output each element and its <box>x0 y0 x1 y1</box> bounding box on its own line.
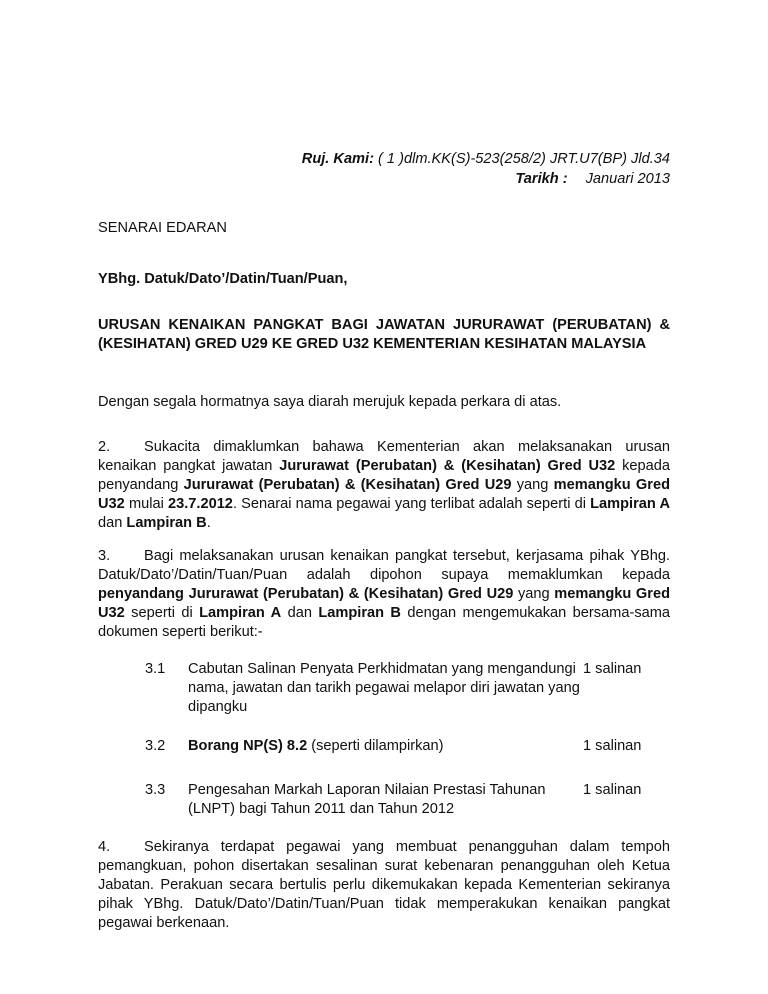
para3-bold: memangku Gred U32 <box>98 586 670 621</box>
para2-text: dan <box>98 515 127 531</box>
para2-text: mulai <box>124 496 168 512</box>
distribution-heading <box>98 219 670 238</box>
para3-text: dengan mengemukakan bersama-sama dokumen seperti berikut:- <box>98 605 671 640</box>
paragraph-number: 4. <box>98 839 111 855</box>
para3-bold: Lampiran B <box>318 605 401 621</box>
document-list-item <box>98 781 670 819</box>
intro-paragraph <box>98 393 670 412</box>
item-quantity: 1 salinan <box>583 661 642 677</box>
para2-bold: Jururawat (Perubatan) & (Kesihatan) Gred U29 <box>183 477 512 493</box>
item-text: (seperti dilampirkan) <box>307 738 444 754</box>
salutation-text: YBhg. Datuk/Dato’/Datin/Tuan/Puan, <box>98 271 348 287</box>
tarikh-label: Tarikh : <box>515 171 568 187</box>
intro-text: Dengan segala hormatnya saya diarah merujuk kepada perkara di atas. <box>98 394 562 410</box>
item-description <box>188 737 583 756</box>
subject-text: URUSAN KENAIKAN PANGKAT BAGI JAWATAN JURURAWAT (PERUBATAN) & (KESIHATAN) GRED U29 KE GRED U32 KEMENTERIAN KESIHATAN MALAYSIA <box>98 317 670 352</box>
para2-text: . Senarai nama pegawai yang terlibat adalah seperti di <box>232 496 591 512</box>
para2-text: Sukacita dimaklumkan bahawa Kementerian akan melaksanakan urusan kenaikan pangkat jawatan <box>98 439 670 474</box>
para2-bold: Lampiran A <box>590 496 670 512</box>
para3-text: seperti di <box>124 605 200 621</box>
para3-bold: penyandang Jururawat (Perubatan) & (Kesihatan) Gred U29 <box>98 586 514 602</box>
paragraph-4 <box>98 838 670 933</box>
para3-bold: Lampiran A <box>199 605 282 621</box>
item-number: 3.3 <box>145 782 166 798</box>
item-bold-text: Borang NP(S) 8.2 <box>188 738 308 754</box>
tarikh-value: Januari 2013 <box>585 171 670 187</box>
paragraph-2 <box>98 438 670 533</box>
para4-text: Sekiranya terdapat pegawai yang membuat penangguhan dalam tempoh pemangkuan, pohon disertakan sesalinan surat kebenaran penangguhan oleh Ketua Jabatan. Perakuan secara bertulis perlu dikemukakan kepada Kementerian sekiranya pihak YBhg. Datuk/Dato’/Datin/Tuan/Puan tidak memperakukan kenaikan pangkat pegawai berkenaan. <box>98 839 670 931</box>
para2-bold: Jururawat (Perubatan) & (Kesihatan) Gred U32 <box>279 458 616 474</box>
para2-text: kepada penyandang <box>98 458 670 493</box>
item-number: 3.2 <box>145 738 166 754</box>
document-list-item <box>98 660 670 717</box>
para3-text: yang <box>513 586 555 602</box>
paragraph-number: 3. <box>98 548 111 564</box>
item-description: Cabutan Salinan Penyata Perkhidmatan yang mengandungi nama, jawatan dan tarikh pegawai melapor diri jawatan yang dipangku <box>188 661 580 715</box>
para2-text: yang <box>511 477 554 493</box>
paragraph-number: 2. <box>98 439 111 455</box>
para3-text: Bagi melaksanakan urusan kenaikan pangkat tersebut, kerjasama pihak YBhg. Datuk/Dato’/Datin/Tuan/Puan adalah dipohon supaya memaklumkan kepada <box>98 548 670 583</box>
para3-text: dan <box>281 605 319 621</box>
para2-bold: 23.7.2012 <box>168 496 233 512</box>
para2-bold: memangku Gred U32 <box>98 477 670 512</box>
item-quantity: 1 salinan <box>583 782 642 798</box>
item-number: 3.1 <box>145 661 166 677</box>
para2-text: . <box>206 515 211 531</box>
ruj-label: Ruj. Kami: <box>301 151 374 167</box>
date-line <box>302 170 670 189</box>
para2-bold: Lampiran B <box>126 515 207 531</box>
paragraph-3 <box>98 547 670 642</box>
reference-line <box>302 150 670 169</box>
heading-text: SENARAI EDARAN <box>98 220 227 236</box>
ruj-value: ( 1 )dlm.KK(S)-523(258/2) JRT.U7(BP) Jld.34 <box>378 151 670 167</box>
salutation <box>98 270 670 289</box>
subject <box>98 316 670 354</box>
item-description: Pengesahan Markah Laporan Nilaian Prestasi Tahunan (LNPT) bagi Tahun 2011 dan Tahun 2012 <box>188 782 546 817</box>
reference-block <box>302 150 670 189</box>
document-list-item <box>98 737 670 756</box>
item-quantity: 1 salinan <box>583 738 642 754</box>
